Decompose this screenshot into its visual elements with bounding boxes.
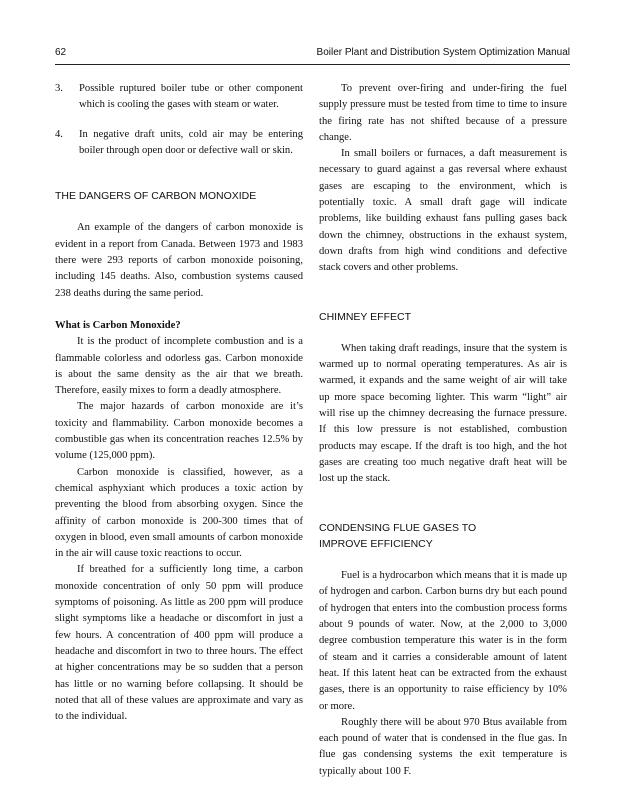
list-number: 3. xyxy=(55,83,63,94)
subheading-what-is-co: What is Carbon Monoxide? xyxy=(55,319,181,331)
paragraph: If breathed for a sufficiently long time, a carbon monoxide concentration of only 50 ppm will produce symptoms of poisoning. As little as 200 ppm will produce slight symptoms like a headache or discomfort in just a few hours. A concentration of 400 ppm will produce a headache and discomfort in two to three hours. The effect at higher concentrations may be so sudden that a person has little or no warning before collapsing. It should be noted that all of these values are approximate and vary as to the individual. xyxy=(55,564,303,723)
paragraph: An example of the dangers of carbon monoxide is evident in a report from Canada. Between 1973 and 1983 there were 293 reports of carbon monoxide poisoning, including 145 deaths. Also, combustion systems caused 238 deaths during the same period. xyxy=(55,222,303,299)
paragraph: Carbon monoxide is classified, however, as a chemical asphyxiant which produces a toxic action by preventing the blood from absorbing oxygen. Since the affinity of carbon monoxide is 200-300 times that of oxygen in blood, even small amounts of carbon monoxide in the air will cause toxic reactions to occur. xyxy=(55,466,303,560)
left-column xyxy=(55,81,303,725)
section-heading-chimney-effect: CHIMNEY EFFECT xyxy=(319,310,411,323)
list-number: 4. xyxy=(55,128,63,140)
list-item xyxy=(55,81,303,114)
paragraph: To prevent over-firing and under-firing the fuel supply pressure must be tested from time to time to insure the firing rate has not shifted because of a pressure change. xyxy=(319,83,567,143)
running-title: Boiler Plant and Distribution System Optimization Manual xyxy=(316,47,570,58)
paragraph: Fuel is a hydrocarbon which means that it is made up of hydrogen and carbon. Carbon burns dry but each pound of hydrogen that enters into the combustion process forms about 9 pounds of water. Now, at the 2,000 to 3,000 degree combustion temperature this water is in the form of steam and it carries a considerable amount of latent heat. If this latent heat can be extracted from the exhaust gases, there is an opportunity to raise efficiency by 10% or more. xyxy=(319,570,567,712)
right-column xyxy=(319,81,567,780)
header-rule xyxy=(55,64,570,65)
section-heading-condensing-line-2: IMPROVE EFFICIENCY xyxy=(319,537,433,550)
list-text: Possible ruptured boiler tube or other component which is cooling the gases with steam or water. xyxy=(79,83,303,111)
page-number: 62 xyxy=(55,47,67,58)
list-item xyxy=(55,127,303,160)
paragraph: The major hazards of carbon monoxide are it’s toxicity and flammability. Carbon monoxide becomes a combustible gas when its concentration reaches 12.5% by volume (125,000 ppm). xyxy=(55,401,303,462)
paragraph: In small boilers or furnaces, a daft measurement is necessary to guard against a gas reversal where exhaust gases are escaping to the environment, which is potentially toxic. A small draft gage will indicate problems, like building exhaust fans pulling gases back down the chimney, obstructions in the exhaust system, down drafts from high wind conditions and defective stack covers and other problems. xyxy=(319,148,567,274)
running-header xyxy=(55,47,570,65)
section-heading-condensing-line-1: CONDENSING FLUE GASES TO xyxy=(319,521,477,534)
paragraph: It is the product of incomplete combustion and is a flammable colorless and odorless gas. Carbon monoxide is about the same density as the air that we breath. Therefore, easily mixes to form a deadly atmosphere. xyxy=(55,336,303,397)
paragraph: When taking draft readings, insure that the system is warmed up to normal operating temperatures. As air is warmed, it expands and the same weight of air will take up more space becoming lighter. This warm “light” air will rise up the chimney decreasing the furnace pressure. If this low pressure is not established, combustion products may escape. If the draft is too high, and the hot gases are creating too much negative draft heat will be lost up the stack. xyxy=(319,342,567,485)
paragraph: Roughly there will be about 970 Btus available from each pound of water that is condensed in the flue gas. In flue gas condensing systems the exit temperature is typically about 100 F. xyxy=(319,716,567,777)
list-text: In negative draft units, cold air may be entering boiler through open door or defective wall or skin. xyxy=(79,128,303,156)
section-heading-carbon-monoxide: THE DANGERS OF CARBON MONOXIDE xyxy=(55,190,257,203)
